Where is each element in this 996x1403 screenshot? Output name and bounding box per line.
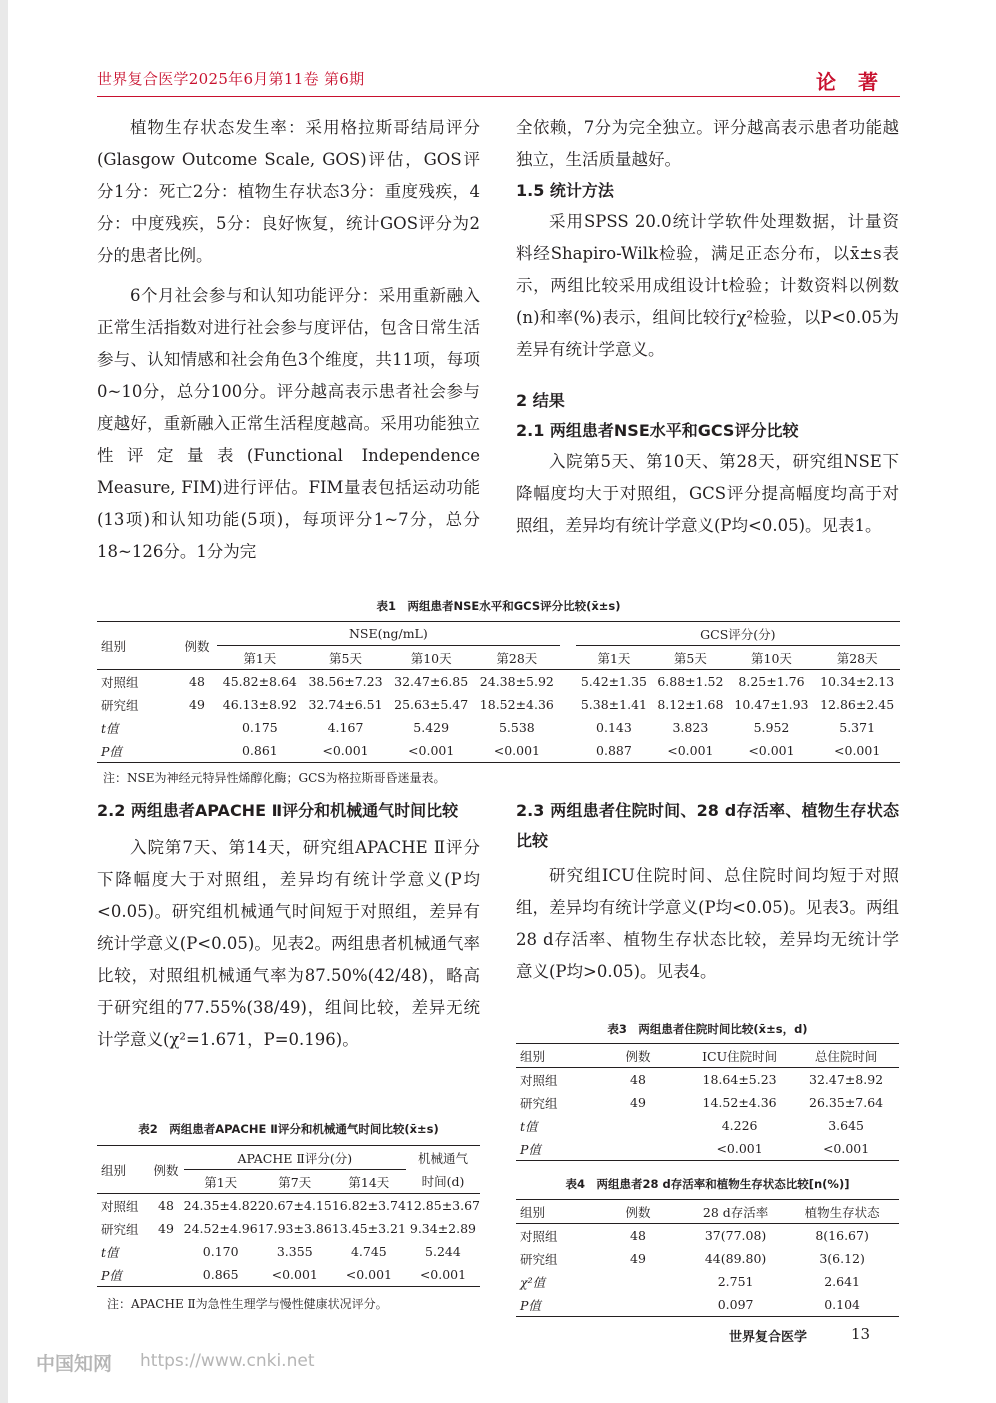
- table1-caption: 表1 两组患者NSE水平和GCS评分比较(x̄±s): [376, 599, 621, 613]
- heading-2-3: 2.3 两组患者住院时间、28 d存活率、植物生存状态比较: [516, 801, 899, 850]
- table-row: P值 0.865 <0.001 <0.001 <0.001: [97, 1263, 480, 1287]
- table3-caption: 表3 两组患者住院时间比较(x̄±s，d): [607, 1022, 808, 1036]
- section-label: 论著: [816, 70, 900, 94]
- table1-header-gcs: GCS评分(分): [576, 622, 900, 646]
- cnki-watermark-url: https://www.cnki.net: [140, 1351, 315, 1371]
- table1: [97, 621, 900, 763]
- table2-header-n: 例数: [153, 1162, 179, 1178]
- header-rule: [97, 96, 900, 97]
- table-row: 研究组 49 44(89.80) 3(6.12): [520, 1251, 865, 1267]
- table-row: 对照组 48 18.64±5.23 32.47±8.92: [520, 1072, 884, 1088]
- paragraph-results-2-1: 入院第5天、第10天、第28天，研究组NSE下降幅度均大于对照组，GCS评分提高幅度均高于对照组，差异均有统计学意义(P均<0.05)。见表1。: [516, 452, 899, 535]
- heading-2-2: 2.2 两组患者APACHE Ⅱ评分和机械通气时间比较: [97, 801, 459, 820]
- table1-header-group: 组别: [101, 638, 127, 654]
- table-row: t值 4.226 3.645: [520, 1118, 864, 1134]
- table-row: χ²值 2.751 2.641: [520, 1274, 860, 1290]
- table1-day: 第1天: [243, 650, 277, 666]
- table2-header-vent: 机械通气: [417, 1150, 468, 1166]
- table-row: 研究组 49 46.13±8.92 32.74±6.51 25.63±5.47 18.52±4.36 5.38±1.41 8.12±1.68 10.47±1.93 12.86±2.45: [101, 697, 895, 713]
- table-row: 研究组 49 24.52±4.96 17.93±3.86 13.45±3.21 9.34±2.89: [101, 1221, 477, 1237]
- paragraph-results-2-2: 入院第7天、第14天，研究组APACHE Ⅱ评分下降幅度大于对照组，差异均有统计学意义(P均<0.05)。研究组机械通气时间短于对照组，差异有统计学意义(P<0.05)。见表2。两组患者机械通气率比较，对照组机械通气率为87.50%(42/48)，略高于研究组的77.55%(38/49)，组间比较，差异无统计学意义(χ²=1.671，P=0.196)。: [97, 838, 480, 1049]
- heading-1-5: 1.5 统计方法: [516, 181, 614, 200]
- heading-2: 2 结果: [516, 391, 565, 410]
- table2-header-apache: APACHE Ⅱ评分(分): [184, 1146, 406, 1170]
- table2-note: 注：APACHE Ⅱ为急性生理学与慢性健康状况评分。: [107, 1297, 388, 1311]
- table-row: P值 0.097 0.104: [516, 1293, 899, 1317]
- table-row: 对照组 48 24.35±4.82 20.67±4.15 16.82±3.74 12.85±3.67: [101, 1198, 480, 1214]
- table2-day: 第14天: [348, 1174, 390, 1190]
- paragraph-social-fim: 6个月社会参与和认知功能评分：采用重新融入正常生活指数对进行社会参与度评估，包含日常生活参与、认知情感和社会角色3个维度，共11项，每项0~10分，总分100分。评分越高表示患者社会参与度越好，重新融入正常生活程度越高。采用功能独立性评定量表(Functional Independence Measure, FIM)进行评估。FIM量表包括运动功能(13项)和认知功能(5项)，每项评分1~7分，总分18~126分。1分为完: [97, 286, 480, 561]
- table2-header-group: 组别: [101, 1162, 127, 1178]
- table1-header-nse: NSE(ng/mL): [217, 622, 560, 646]
- table-row: 对照组 48 45.82±8.64 38.56±7.23 32.47±6.85 24.38±5.92 5.42±1.35 6.88±1.52 8.25±1.76 10.34±2.13: [101, 674, 895, 690]
- table1-day: 第10天: [751, 650, 792, 666]
- table2-day: 第7天: [278, 1174, 312, 1190]
- table4-caption: 表4 两组患者28 d存活率和植物生存状态比较[n(%)]: [565, 1177, 850, 1191]
- table-row: P值 <0.001 <0.001: [516, 1137, 899, 1161]
- table2-caption: 表2 两组患者APACHE Ⅱ评分和机械通气时间比较(x̄±s): [138, 1122, 439, 1136]
- table-row: t值 0.175 4.167 5.429 5.538 0.143 3.823 5.952 5.371: [101, 720, 876, 736]
- paragraph-results-2-3: 研究组ICU住院时间、总住院时间均短于对照组，差异均有统计学意义(P均<0.05)。见表3。两组28 d存活率、植物生存状态比较，差异均无统计学意义(P均>0.05)。见表4。: [516, 866, 899, 981]
- cnki-watermark-logo: 中国知网: [36, 1353, 113, 1375]
- table1-header-n: 例数: [184, 638, 210, 654]
- table1-day: 第10天: [410, 650, 452, 666]
- table-row: t值 0.170 3.355 4.745 5.244: [101, 1244, 461, 1260]
- page-number: 13: [851, 1325, 871, 1343]
- table-row: 研究组 49 14.52±4.36 26.35±7.64: [520, 1095, 884, 1111]
- table4: 组别 例数 28 d存活率 植物生存状态 对照组 48 37(77.08) 8(16.67) 研究组 49 44(89.80) 3(6.12) χ²值 2.751 2.641 P值 0.097 0.104: [516, 1199, 899, 1317]
- table2-day: 第1天: [204, 1174, 238, 1190]
- heading-2-1: 2.1 两组患者NSE水平和GCS评分比较: [516, 421, 799, 440]
- table-row: P值 0.861 <0.001 <0.001 <0.001 0.887 <0.001 <0.001 <0.001: [97, 739, 900, 763]
- table1-day: 第5天: [673, 650, 707, 666]
- table1-day: 第28天: [836, 650, 878, 666]
- journal-header: 世界复合医学2025年6月第11卷 第6期: [97, 70, 365, 88]
- footer-journal: 世界复合医学: [729, 1330, 808, 1345]
- table1-day: 第1天: [597, 650, 631, 666]
- table1-note: 注：NSE为神经元特异性烯醇化酶；GCS为格拉斯哥昏迷量表。: [103, 771, 446, 785]
- table-row: 对照组 48 37(77.08) 8(16.67): [520, 1228, 869, 1244]
- page-edge: [0, 0, 8, 1403]
- left-column-top: [97, 112, 480, 568]
- table3: 组别 例数 ICU住院时间 总住院时间 对照组 48 18.64±5.23 32.47±8.92 研究组 49 14.52±4.36 26.35±7.64 t值 4.226 3.645 P值 <0.001 <0.001: [516, 1043, 899, 1161]
- paragraph-fim-continued: 全依赖，7分为完全独立。评分越高表示患者功能越独立，生活质量越好。: [516, 118, 899, 169]
- table1-day: 第5天: [329, 650, 362, 666]
- right-column-bottom: [516, 796, 899, 988]
- table2: [97, 1145, 480, 1287]
- paragraph-gos: 植物生存状态发生率：采用格拉斯哥结局评分(Glasgow Outcome Scale, GOS)评估，GOS评分1分：死亡2分：植物生存状态3分：重度残疾，4分：中度残疾，5分：良好恢复，统计GOS评分为2分的患者比例。: [97, 118, 480, 265]
- table1-day: 第28天: [496, 650, 538, 666]
- right-column-top: [516, 112, 899, 542]
- left-column-bottom: [97, 796, 480, 1056]
- paragraph-statistics: 采用SPSS 20.0统计学软件处理数据，计量资料经Shapiro-Wilk检验，满足正态分布，以x̄±s表示，两组比较采用成组设计t检验；计数资料以例数(n)和率(%)表示，组间比较行χ²检验，以P<0.05为差异有统计学意义。: [516, 212, 899, 359]
- table2-header-vent-unit: 时间(d): [421, 1174, 465, 1190]
